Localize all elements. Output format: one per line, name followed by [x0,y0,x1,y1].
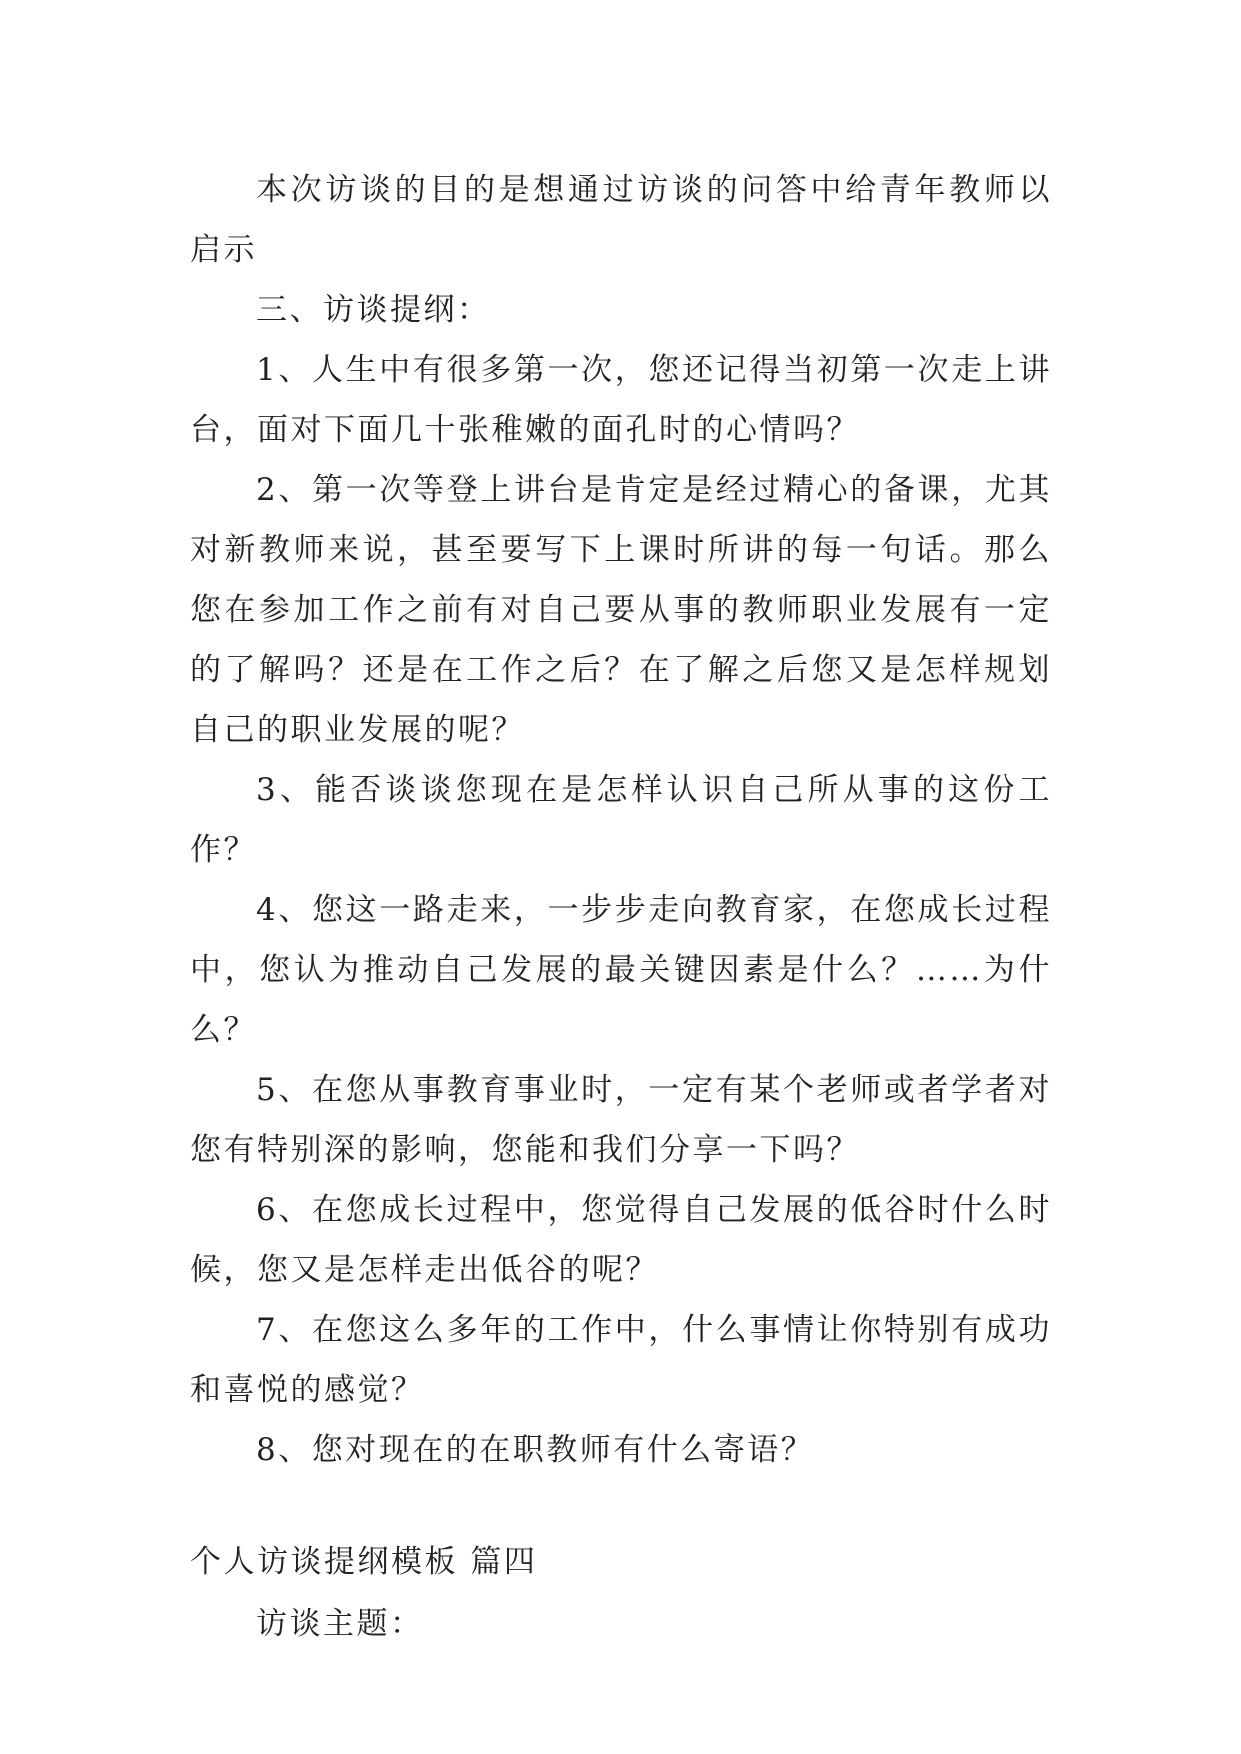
document-body [190,160,1052,1654]
question-4: 4、您这一路走来，一步步走向教育家，在您成长过程中，您认为推动自己发展的最关键因素是什么？……为什么？ [190,892,1052,1048]
question-6: 6、在您成长过程中，您觉得自己发展的低谷时什么时候，您又是怎样走出低谷的呢？ [190,1192,1052,1288]
topic-label: 访谈主题： [256,1606,424,1642]
paragraph-purpose: 本次访谈的目的是想通过访谈的问答中给青年教师以启示 [190,172,1052,268]
question-8: 8、您对现在的在职教师有什么寄语？ [256,1432,815,1468]
section-heading: 个人访谈提纲模板 篇四 [190,1544,538,1580]
question-5: 5、在您从事教育事业时，一定有某个老师或者学者对您有特别深的影响，您能和我们分享一下吗？ [190,1072,1052,1168]
question-1: 1、人生中有很多第一次，您还记得当初第一次走上讲台，面对下面几十张稚嫩的面孔时的心情吗？ [190,352,1052,448]
paragraph-outline-heading: 三、访谈提纲： [256,292,491,328]
question-2: 2、第一次等登上讲台是肯定是经过精心的备课，尤其对新教师来说，甚至要写下上课时所讲的每一句话。那么您在参加工作之前有对自己要从事的教师职业发展有一定的了解吗？还是在工作之后？在了解之后您又是怎样规划自己的职业发展的呢？ [190,472,1052,748]
question-3: 3、能否谈谈您现在是怎样认识自己所从事的这份工作？ [190,772,1052,868]
question-7: 7、在您这么多年的工作中，什么事情让你特别有成功和喜悦的感觉？ [190,1312,1052,1408]
